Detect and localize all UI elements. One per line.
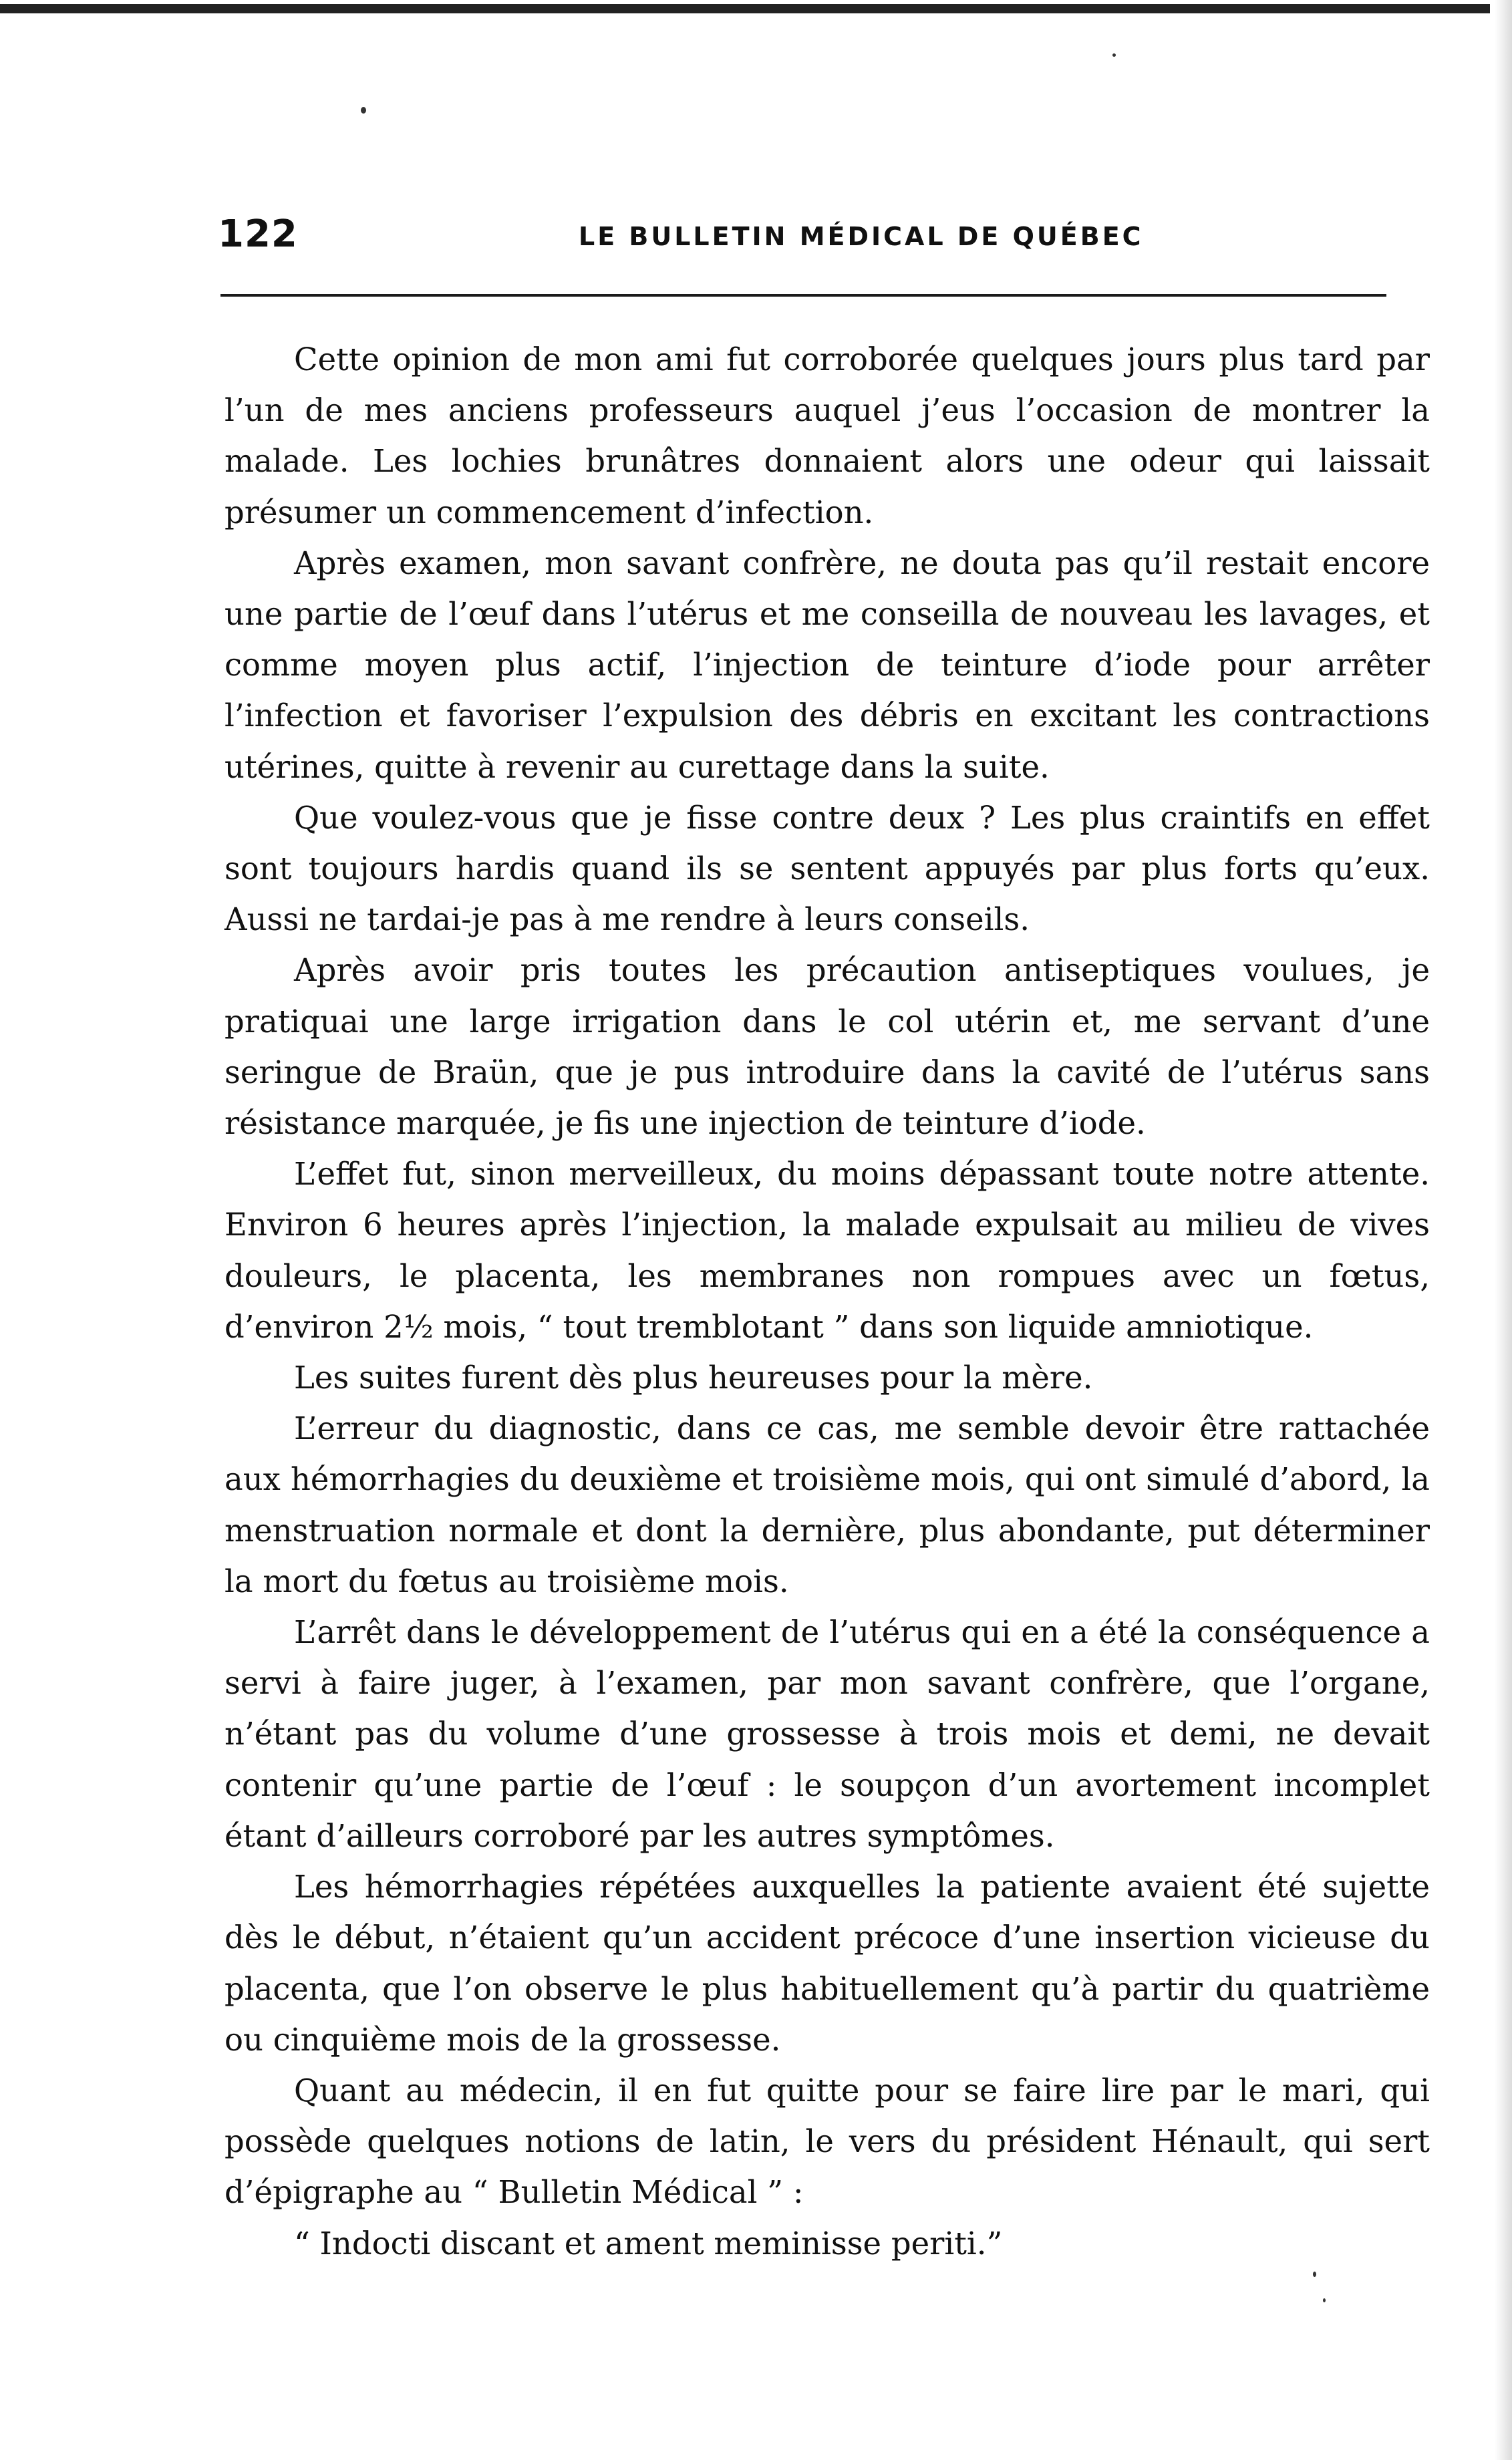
paragraph: Les hémorrhagies répétées auxquelles la patiente avaient été sujette dès le début, n’étaient qu’un accident précoce d’une insertion vicieuse du placenta, que l’on observe le plus habituellement qu’à partir du quatrième ou cinquième mois de la grossesse.: [224, 1869, 1430, 2058]
paragraph: Après avoir pris toutes les précaution antiseptiques voulues, je pratiquai une large irrigation dans le col utérin et, me servant d’une seringue de Braün, que je pus introduire dans la cavité de l’utérus sans résistance marquée, je fis une injection de teinture d’iode.: [224, 952, 1430, 1142]
paragraph: Quant au médecin, il en fut quitte pour se faire lire par le mari, qui possède quelques notions de latin, le vers du président Hénault, qui sert d’épigraphe au “ Bulletin Médical ” :: [224, 2072, 1430, 2211]
paragraph: Que voulez-vous que je fisse contre deux ? Les plus craintifs en effet sont toujours hardis quand ils se sentent appuyés par plus forts qu’eux. Aussi ne tardai-je pas à me rendre à leurs conseils.: [224, 799, 1430, 938]
print-speck: [1112, 53, 1116, 57]
paragraph: Les suites furent dès plus heureuses pour la mère.: [294, 1360, 1093, 1396]
page-header: [218, 212, 1387, 266]
print-speck: [361, 107, 366, 114]
paragraph: L’arrêt dans le développement de l’utérus qui en a été la conséquence a servi à faire juger, à l’examen, par mon savant confrère, que l’organe, n’étant pas du volume d’une grossesse à trois mois et demi, ne devait contenir qu’une partie de l’œuf : le soupçon d’un avortement incomplet étant d’ailleurs corroboré par les autres symptômes.: [224, 1614, 1430, 1854]
top-border-rule: [0, 4, 1490, 13]
page-edge-shadow: [1495, 0, 1512, 2460]
latin-epigraph: “ Indocti discant et ament meminisse periti.”: [294, 2225, 1003, 2262]
paragraph: Après examen, mon savant confrère, ne douta pas qu’il restait encore une partie de l’œuf dans l’utérus et me conseilla de nouveau les lavages, et comme moyen plus actif, l’injection de teinture d’iode pour arrêter l’infection et favoriser l’expulsion des débris en excitant les contractions utérines, quitte à revenir au curettage dans la suite.: [224, 545, 1430, 785]
paragraph: Cette opinion de mon ami fut corroborée quelques jours plus tard par l’un de mes anciens professeurs auquel j’eus l’occasion de montrer la malade. Les lochies brunâtres donnaient alors une odeur qui laissait présumer un commencement d’infection.: [224, 341, 1430, 530]
running-title: LE BULLETIN MÉDICAL DE QUÉBEC: [579, 222, 1144, 251]
page-number: 122: [218, 212, 298, 256]
paragraph: L’erreur du diagnostic, dans ce cas, me semble devoir être rattachée aux hémorrhagies du deuxième et troisième mois, qui ont simulé d’abord, la menstruation normale et dont la dernière, plus abondante, put déterminer la mort du fœtus au troisième mois.: [224, 1410, 1430, 1599]
article-body: [224, 334, 1430, 2269]
header-divider: [220, 294, 1386, 297]
print-speck: [1323, 2298, 1326, 2302]
print-speck: [1313, 2272, 1316, 2277]
paragraph: L’effet fut, sinon merveilleux, du moins dépassant toute notre attente. Environ 6 heures après l’injection, la malade expulsait au milieu de vives douleurs, le placenta, les membranes non rompues avec un fœtus, d’environ 2½ mois, “ tout tremblotant ” dans son liquide amniotique.: [224, 1156, 1430, 1345]
